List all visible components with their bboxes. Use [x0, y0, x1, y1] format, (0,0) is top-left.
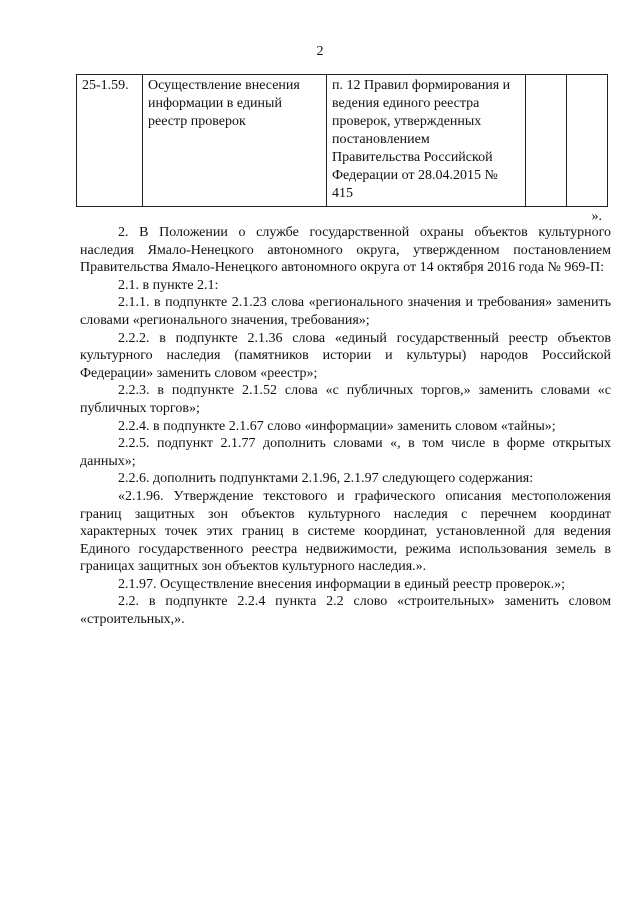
- row-empty-cell-5: [567, 75, 608, 207]
- registry-table: [76, 74, 608, 207]
- paragraph-2-2-6: 2.2.6. дополнить подпунктами 2.1.96, 2.1.97 следующего содержания:: [118, 471, 534, 487]
- paragraph-2-1-97: 2.1.97. Осуществление внесения информации в единый реестр проверок.»;: [118, 576, 565, 592]
- paragraph-2-1-96: «2.1.96. Утверждение текстового и графического описания местоположения границ защитных зон объектов культурного наследия с перечнем координат характерных точек этих границ в системе координат, установленной для ведения Единого государственного реестра недвижимости, режима использования земель в границах защитных зон объектов культурного наследия.».: [80, 488, 611, 575]
- document-body: [80, 224, 611, 629]
- paragraph-2-2-5: 2.2.5. подпункт 2.1.77 дополнить словами «, в том числе в форме открытых данных»;: [80, 436, 611, 469]
- row-name-cell: Осуществление внесения информации в единый реестр проверок: [143, 75, 327, 207]
- page-number: 2: [316, 44, 324, 59]
- paragraph-2-2-2: 2.2.2. в подпункте 2.1.36 слова «единый государственный реестр объектов культурного наследия (памятников истории и культуры) народов Российской Федерации» заменить словом «реестр»;: [80, 330, 611, 381]
- paragraph-2-1: 2.1. в пункте 2.1:: [118, 277, 219, 293]
- paragraph-2-2: 2.2. в подпункте 2.2.4 пункта 2.2 слово «строительных» заменить словом «строительных,».: [80, 594, 611, 628]
- paragraph-2: 2. В Положении о службе государственной охраны объектов культурного наследия Ямало-Ненецкого автономного округа, утвержденном постановлением Правительства Ямало-Ненецкого автономного округа от 14 октября 2016 года № 969-П:: [80, 225, 611, 276]
- closing-quote: ».: [591, 209, 602, 224]
- paragraph-2-1-1: 2.1.1. в подпункте 2.1.23 слова «регионального значения и требования» заменить словами «регионального значения, требования»;: [80, 295, 611, 328]
- paragraph-2-2-4: 2.2.4. в подпункте 2.1.67 слово «информации» заменить словом «тайны»;: [118, 418, 556, 434]
- row-number-cell: 25-1.59.: [77, 75, 143, 207]
- table-row: [77, 75, 608, 207]
- row-empty-cell-4: [526, 75, 567, 207]
- row-basis-cell: п. 12 Правил формирования и ведения единого реестра проверок, утвержденных постановлением Правительства Российской Федерации от 28.04.2015 № 415: [327, 75, 526, 207]
- paragraph-2-2-3: 2.2.3. в подпункте 2.1.52 слова «с публичных торгов,» заменить словами «с публичных торгов»;: [80, 383, 611, 416]
